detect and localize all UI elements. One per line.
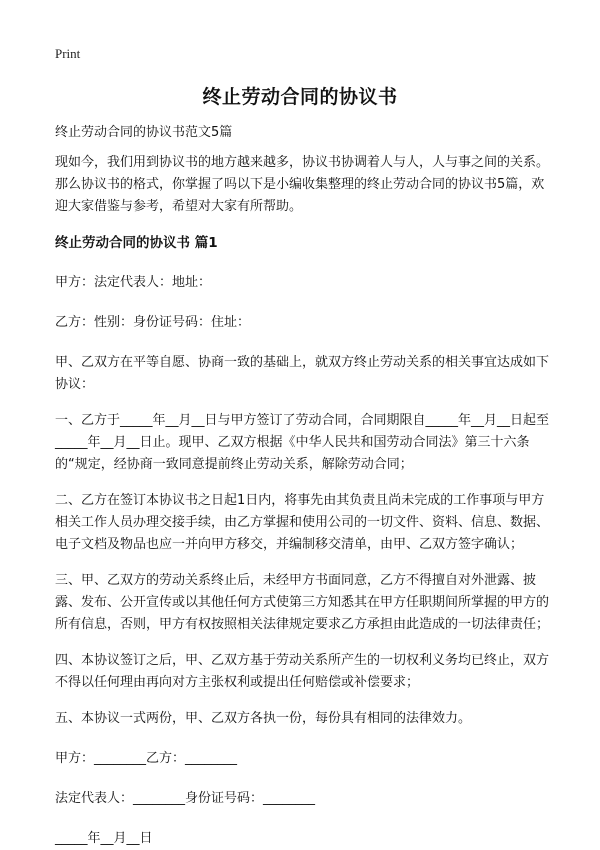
preamble-paragraph: 甲、乙双方在平等自愿、协商一致的基础上，就双方终止劳动关系的相关事宜达成如下协议： (55, 355, 550, 392)
section-heading: 终止劳动合同的协议书 篇1 (55, 235, 218, 251)
party-a-line: 甲方：法定代表人：地址： (55, 275, 212, 290)
clause-2: 二、乙方在签订本协议书之日起1日内，将事先由其负责且尚未完成的工作事项与甲方相关工作人员办理交接手续，由乙方掌握和使用公司的一切文件、资料、信息、数据、电子文档及物品也应一并向甲方移交，并编制移交清单，由甲、乙双方签字确认； (55, 493, 550, 552)
document-body (55, 122, 550, 850)
party-b-line: 乙方：性别：身份证号码：住址： (55, 315, 251, 330)
print-link[interactable]: Print (55, 46, 81, 61)
clause-4: 四、本协议签订之后，甲、乙双方基于劳动关系所产生的一切权利义务均已终止，双方不得以任何理由再向对方主张权利或提出任何赔偿或补偿要求； (55, 653, 550, 690)
signature-representatives: 法定代表人：________身份证号码：________ (55, 791, 316, 806)
clause-3: 三、甲、乙双方的劳动关系终止后，未经甲方书面同意，乙方不得擅自对外泄露、披露、发布、公开宣传或以其他任何方式使第三方知悉其在甲方任职期间所掌握的甲方的所有信息，否则，甲方有权按照相关法律规定要求乙方承担由此造成的一切法律责任； (55, 573, 550, 632)
signature-date: _____年__月__日 (55, 831, 153, 846)
page-title: 终止劳动合同的协议书 (202, 86, 398, 108)
clause-5: 五、本协议一式两份，甲、乙双方各执一份，每份具有相同的法律效力。 (55, 711, 472, 726)
document-subtitle: 终止劳动合同的协议书范文5篇 (55, 125, 233, 140)
clause-1: 一、乙方于_____年__月__日与甲方签订了劳动合同，合同期限自_____年__月__日起至_____年__月__日止。现甲、乙双方根据《中华人民共和国劳动合同法》第三十六条的“规定，经协商一致同意提前终止劳动关系，解除劳动合同； (55, 413, 550, 472)
signature-parties: 甲方：________乙方：________ (55, 751, 238, 766)
intro-paragraph: 现如今，我们用到协议书的地方越来越多，协议书协调着人与人，人与事之间的关系。那么协议书的格式，你掌握了吗以下是小编收集整理的终止劳动合同的协议书5篇，欢迎大家借鉴与参考，希望对大家有所帮助。 (55, 155, 550, 214)
